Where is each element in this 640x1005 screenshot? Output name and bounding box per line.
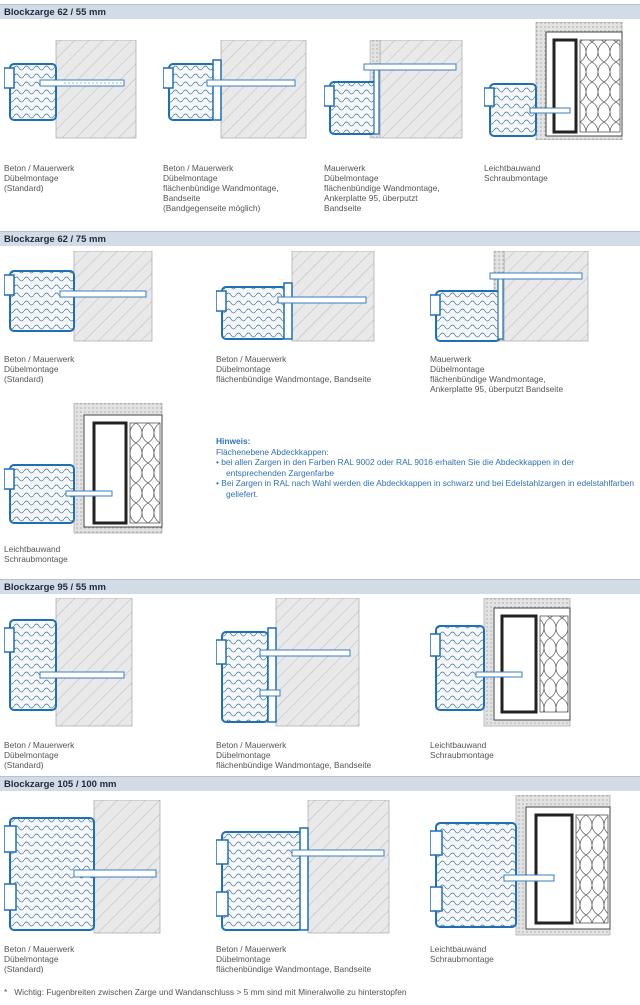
- caption: Leichtbauwand Schraubmontage: [430, 740, 494, 760]
- drawing-concrete-standard: [4, 40, 138, 140]
- caption: Beton / Mauerwerk Dübelmontage flächenbündige Wandmontage, Bandseite: [216, 354, 372, 384]
- drawing-concrete-standard: [4, 251, 154, 343]
- caption: Beton / Mauerwerk Dübelmontage (Standard): [4, 163, 75, 193]
- drawing-masonry-anchor: [430, 251, 590, 343]
- hint-bullet: • Bei Zargen in RAL nach Wahl werden die Abdeckkappen in schwarz und bei Edelstahlzargen in edelstahlfarben geliefert.: [216, 478, 635, 499]
- footnote: * Wichtig: Fugenbreiten zwischen Zarge und Wandanschluss > 5 mm sind mit Mineralwolle zu hinterstopfen: [4, 987, 407, 997]
- drawing-masonry-anchor: [324, 40, 464, 140]
- hint-bullet-text: bei allen Zargen in den Farben RAL 9002 oder RAL 9016 erhalten Sie die Abdeckkappen in der entsprechenden Zargenfarbe: [221, 457, 575, 478]
- hint-bullet-text: Bei Zargen in RAL nach Wahl werden die Abdeckkappen in schwarz und bei Edelstahlzargen in edelstahlfarben geliefert.: [221, 478, 635, 499]
- drawing-concrete-flush: [216, 800, 391, 935]
- caption: Beton / Mauerwerk Dübelmontage flächenbündige Wandmontage, Bandseite: [216, 740, 372, 770]
- caption: Mauerwerk Dübelmontage flächenbündige Wandmontage, Ankerplatte 95, überputzt Bandseite: [324, 163, 440, 213]
- drawing-concrete-standard: [4, 800, 162, 935]
- section-title: Blockzarge 62 / 55 mm: [0, 4, 640, 19]
- drawing-concrete-flush: [163, 40, 308, 140]
- drawing-concrete-standard: [4, 598, 134, 728]
- drawing-drywall: [430, 598, 572, 728]
- caption: Beton / Mauerwerk Dübelmontage flächenbündige Wandmontage, Bandseite: [216, 944, 372, 974]
- drawing-drywall: [430, 795, 612, 937]
- section-title: Blockzarge 95 / 55 mm: [0, 579, 640, 594]
- drawing-concrete-flush: [216, 598, 361, 728]
- caption: Leichtbauwand Schraubmontage: [4, 544, 68, 564]
- caption: Leichtbauwand Schraubmontage: [430, 944, 494, 964]
- drawing-drywall: [4, 403, 164, 535]
- caption: Beton / Mauerwerk Dübelmontage (Standard): [4, 354, 75, 384]
- hint-bullet: • bei allen Zargen in den Farben RAL 9002 oder RAL 9016 erhalten Sie die Abdeckkappen in der entsprechenden Zargenfarbe: [216, 457, 575, 478]
- section-title: Blockzarge 62 / 75 mm: [0, 231, 640, 246]
- section-title: Blockzarge 105 / 100 mm: [0, 776, 640, 791]
- caption: Beton / Mauerwerk Dübelmontage flächenbündige Wandmontage, Bandseite (Bandgegenseite möglich): [163, 163, 279, 213]
- hint-title: Hinweis:: [216, 436, 251, 446]
- hint-subtitle: Flächenebene Abdeckkappen:: [216, 446, 329, 457]
- caption: Beton / Mauerwerk Dübelmontage (Standard): [4, 944, 75, 974]
- caption: Leichtbauwand Schraubmontage: [484, 163, 548, 183]
- drawing-concrete-flush: [216, 251, 376, 343]
- hint-box: [216, 436, 636, 499]
- caption: Beton / Mauerwerk Dübelmontage (Standard): [4, 740, 75, 770]
- drawing-drywall: [484, 22, 624, 140]
- caption: Mauerwerk Dübelmontage flächenbündige Wandmontage, Ankerplatte 95, überputzt Bandseite: [430, 354, 564, 394]
